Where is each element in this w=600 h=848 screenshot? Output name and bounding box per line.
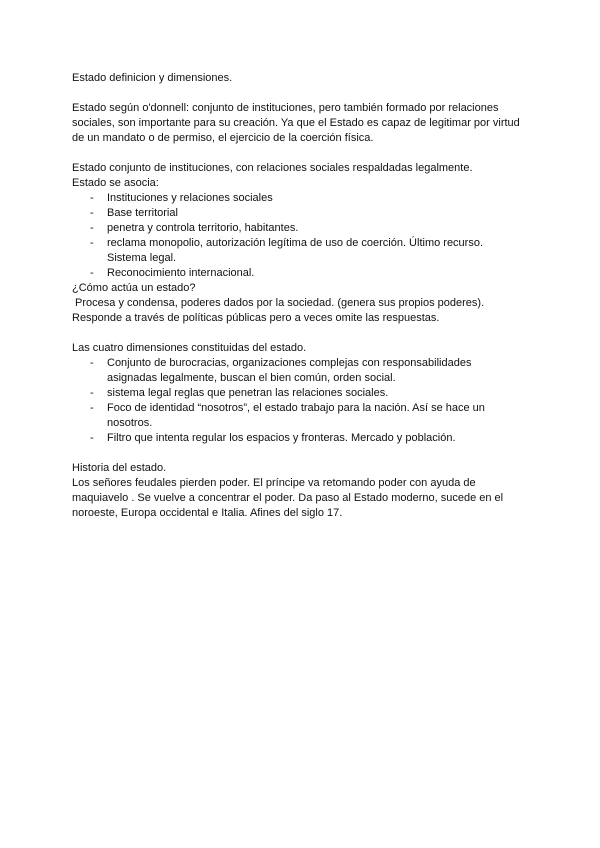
list-item: - Base territorial	[72, 206, 522, 221]
list-item: - reclama monopolio, autorización legítima de uso de coerción. Último recurso. Sistema legal.	[72, 236, 522, 266]
list-item: - sistema legal reglas que penetran las relaciones sociales.	[72, 386, 522, 401]
instituciones-line: Estado conjunto de instituciones, con relaciones sociales respaldadas legalmente.	[72, 162, 473, 174]
document-title: Estado definicion y dimensiones.	[72, 72, 233, 84]
como-actua-question: ¿Cómo actúa un estado?	[72, 282, 196, 294]
spacer	[72, 326, 522, 341]
list-item: - penetra y controla territorio, habitantes.	[72, 221, 522, 236]
historia-heading: Historia del estado.	[72, 462, 167, 474]
como-actua-line: Procesa y condensa, poderes dados por la sociedad. (genera sus propios poderes).	[72, 297, 485, 309]
list-item: - Instituciones y relaciones sociales	[72, 191, 522, 206]
list-item: - Reconocimiento internacional.	[72, 266, 522, 281]
asocia-list	[72, 191, 522, 281]
document-body	[72, 71, 522, 521]
como-actua-line: Responde a través de políticas públicas pero a veces omite las respuestas.	[72, 312, 440, 324]
spacer	[72, 86, 522, 101]
asocia-heading: Estado se asocia:	[72, 177, 159, 189]
dimensiones-list	[72, 356, 522, 446]
list-item: - Filtro que intenta regular los espacios y fronteras. Mercado y población.	[72, 431, 522, 446]
spacer	[72, 146, 522, 161]
odonnell-paragraph: Estado según o'donnell: conjunto de instituciones, pero también formado por relaciones sociales, son importante para su creación. Ya que el Estado es capaz de legitimar por virtud de un mandato o de permiso, el ejercicio de la coerción física.	[72, 102, 520, 144]
list-item: - Conjunto de burocracias, organizaciones complejas con responsabilidades asignadas legalmente, buscan el bien común, orden social.	[72, 356, 522, 386]
list-item: - Foco de identidad “nosotros”, el estado trabajo para la nación. Así se hace un nosotros.	[72, 401, 522, 431]
historia-paragraph: Los señores feudales pierden poder. El príncipe va retomando poder con ayuda de maquiavelo . Se vuelve a concentrar el poder. Da paso al Estado moderno, sucede en el noroeste, Europa occidental e Italia. Afines del siglo 17.	[72, 477, 504, 519]
spacer	[72, 446, 522, 461]
dimensiones-heading: Las cuatro dimensiones constituidas del estado.	[72, 342, 307, 354]
